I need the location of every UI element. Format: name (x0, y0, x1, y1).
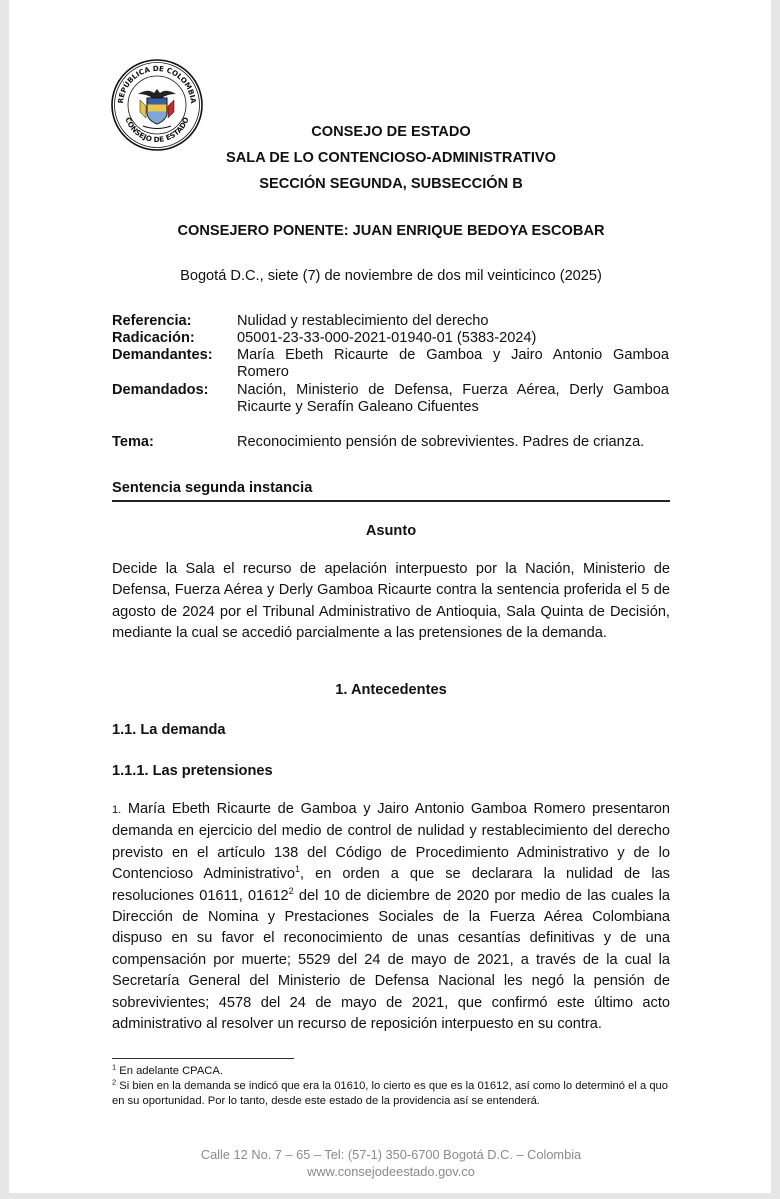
heading-divider (112, 500, 670, 502)
demanda-title: 1.1. La demanda (112, 722, 226, 738)
page-edge-bottom (0, 1193, 780, 1199)
footer-address: Calle 12 No. 7 – 65 – Tel: (57-1) 350-6700 Bogotá D.C. – Colombia (200, 1147, 582, 1162)
seal-text-bottom: CONSEJO DE ESTADO (123, 115, 191, 145)
demandados-label: Demandados: (112, 382, 209, 398)
section-name: SECCIÓN SEGUNDA, SUBSECCIÓN B (259, 176, 523, 192)
paragraph-1 (112, 799, 670, 1035)
demandantes-value: María Ebeth Ricaurte de Gamboa y Jairo Antonio Gamboa Romero (237, 347, 669, 380)
footnote-ref-2[interactable]: 2 (288, 885, 294, 896)
court-name: CONSEJO DE ESTADO (311, 124, 471, 140)
tema-value: Reconocimiento pensión de sobrevivientes. Padres de crianza. (237, 434, 645, 450)
footnote-ref-1[interactable]: 1 (295, 864, 301, 875)
chamber-name: SALA DE LO CONTENCIOSO-ADMINISTRATIVO (226, 150, 556, 166)
ponente-line: CONSEJERO PONENTE: JUAN ENRIQUE BEDOYA ESCOBAR (177, 223, 605, 239)
date-line: Bogotá D.C., siete (7) de noviembre de dos mil veinticinco (2025) (180, 268, 602, 284)
seal-text-top: REPÚBLICA DE COLOMBIA (115, 63, 199, 104)
paragraph-1-part-c: del 10 de diciembre de 2020 por medio de las cuales la Dirección de Nomina y Prestaciones Sociales de la Fuerza Aérea Colombiana dispuso en su favor el reconocimiento de unas cesantías definitivas y de una compensación por muerte; 5529 del 24 de mayo de 2021, a través de la cual la Secretaría General del Ministerio de Defensa Nacional les negó la pensión de sobrevivientes; 4578 del 24 de mayo de 2021, que confirmó este último acto administrativo al resolver un recurso de reposición interpuesto en su contra. (112, 887, 670, 1033)
footnote-2-text: Si bien en la demanda se indicó que era la 01610, lo cierto es que es la 01612, así como lo determinó el a quo en su oportunidad. Por lo tanto, desde este estado de la providencia así se entenderá. (112, 1080, 668, 1108)
sentencia-heading: Sentencia segunda instancia (112, 480, 313, 496)
paragraph-number: 1. (112, 804, 122, 816)
footnote-1 (112, 1064, 668, 1079)
asunto-title: Asunto (365, 523, 417, 539)
referencia-value: Nulidad y restablecimiento del derecho (237, 313, 489, 329)
radicacion-label: Radicación: (112, 330, 195, 346)
footnote-2-number: 2 (112, 1077, 117, 1087)
footnote-2 (112, 1079, 668, 1110)
referencia-label: Referencia: (112, 313, 192, 329)
page-edge-right (771, 0, 780, 1199)
tema-label: Tema: (112, 434, 154, 450)
antecedentes-title: 1. Antecedentes (335, 682, 447, 698)
demandados-value: Nación, Ministerio de Defensa, Fuerza Aérea, Derly Gamboa Ricaurte y Serafín Galeano Cifuentes (237, 382, 669, 415)
paragraph-1-part-a: María Ebeth Ricaurte de Gamboa y Jairo Antonio Gamboa Romero presentaron demanda en ejercicio del medio de control de nulidad y restablecimiento del derecho previsto en el artículo 138 del Código de Procedimiento Administrativo y de lo Contencioso Administrativo (112, 801, 671, 883)
page-edge-left (0, 0, 9, 1199)
asunto-paragraph: Decide la Sala el recurso de apelación interpuesto por la Nación, Ministerio de Defensa, Fuerza Aérea y Derly Gamboa Ricaurte contra la sentencia proferida el 5 de agosto de 2024 por el Tribunal Administrativo de Antioquia, Sala Quinta de Decisión, mediante la cual se accedió parcialmente a las pretensiones de la demanda. (112, 561, 670, 642)
demandantes-label: Demandantes: (112, 347, 213, 363)
footer-website[interactable]: www.consejodeestado.gov.co (307, 1164, 475, 1179)
radicacion-value: 05001-23-33-000-2021-01940-01 (5383-2024) (237, 330, 537, 346)
footnote-1-number: 1 (112, 1062, 117, 1072)
footnote-1-text: En adelante CPACA. (116, 1065, 223, 1077)
paragraph-1-part-b: , en orden a que se declarara la nulidad de las resoluciones 01611, 01612 (112, 866, 670, 904)
pretensiones-title: 1.1.1. Las pretensiones (112, 763, 273, 779)
footnote-divider (112, 1058, 294, 1059)
